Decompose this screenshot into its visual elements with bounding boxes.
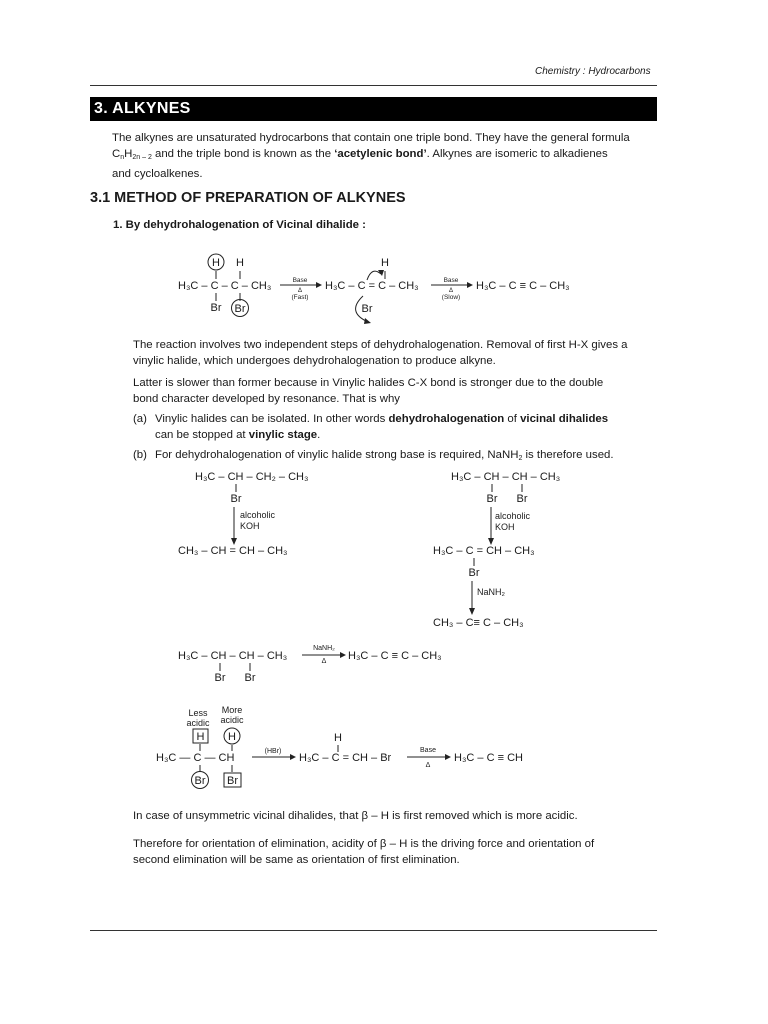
- br-plain: Br: [210, 302, 222, 314]
- reaction-scheme-4: [0, 700, 768, 795]
- more-label-1: More: [221, 705, 243, 715]
- closing-paragraph-1: In case of unsymmetric vicinal dihalides, that β – H is first removed which is more acidic.: [133, 810, 578, 822]
- p2-line-2: bond character developed by resonance. That is why: [133, 393, 401, 405]
- arrow2-delta: Δ: [425, 762, 431, 769]
- right-product: CH₃ – C≡ C – CH₃: [433, 617, 524, 629]
- intro-line-3: and cycloalkenes.: [112, 168, 203, 180]
- product: H₃C – C ≡ C – CH₃: [348, 650, 442, 662]
- intermediate: H₃C – C = CH – Br: [299, 752, 392, 764]
- arrow1-delta: Δ: [297, 288, 303, 294]
- less-label-1: Less: [188, 708, 208, 718]
- right-reagent-3: NaNH₂: [477, 587, 505, 597]
- right-substrate: H₃C – CH – CH – CH₃: [451, 471, 561, 483]
- left-reagent-1: alcoholic: [240, 510, 276, 520]
- footer-rule: [90, 930, 657, 931]
- left-substrate: H₃C – CH – CH₂ – CH₃: [195, 471, 309, 483]
- h-plain: H: [236, 257, 244, 269]
- reaction-scheme-1: [0, 0, 768, 330]
- item-b-label: (b): [133, 449, 147, 461]
- item-b-text: For dehydrohalogenation of vinylic halide strong base is required, NaNH$_2$ is therefore used.: [155, 449, 614, 462]
- arrow-head: [340, 652, 346, 658]
- br-1: Br: [214, 672, 226, 684]
- p1-line-2: vinylic halide, which undergoes dehydrohalogenation to produce alkyne.: [133, 355, 496, 367]
- h-circled: H: [228, 731, 236, 743]
- curved-arrow: [367, 271, 381, 280]
- reaction-scheme-2: [0, 460, 768, 630]
- arrow1-reagent: Base: [292, 277, 308, 284]
- left-product: CH₃ – CH = CH – CH₃: [178, 545, 288, 557]
- br-middle: Br: [361, 303, 373, 315]
- arrow-head: [231, 538, 237, 545]
- more-label-2: acidic: [220, 715, 244, 725]
- reaction-scheme-3: [0, 640, 768, 690]
- h-middle: H: [334, 732, 342, 744]
- br-boxed: Br: [227, 775, 238, 787]
- right-intermediate-br: Br: [468, 567, 480, 579]
- substrate: H₃C – CH – CH – CH₃: [178, 650, 288, 662]
- arrow2-delta: Δ: [448, 288, 454, 294]
- left-reagent-2: KOH: [240, 521, 260, 531]
- intro-line-2: $C_nH_{2n - 2}$ and the triple bond is known as the ‘acetylenic bond’. Alkynes are isomeric to alkadienes: [112, 148, 608, 161]
- less-label-2: acidic: [186, 718, 210, 728]
- closing-paragraph-2: Therefore for orientation of elimination, acidity of β – H is the driving force and orientation of second elimination will be same as orientation of first elimination.: [133, 838, 595, 866]
- arrow-head: [290, 754, 296, 760]
- right-intermediate: H₃C – C = CH – CH₃: [433, 545, 535, 557]
- br-circled: Br: [194, 775, 206, 787]
- section-banner: 3. ALKYNES: [90, 97, 657, 121]
- h-boxed: H: [196, 731, 205, 743]
- arrow1-reagent: (HBr): [264, 748, 282, 755]
- method-heading: 1. By dehydrohalogenation of Vicinal dihalide :: [113, 219, 366, 231]
- arrow-head: [467, 282, 473, 288]
- p1-line-1: The reaction involves two independent steps of dehydrohalogenation. Removal of first H-X gives a: [133, 339, 628, 351]
- arrow2-condition: (Slow): [441, 294, 461, 301]
- arrow-head: [488, 538, 494, 545]
- item-a-text: Vinylic halides can be isolated. In other words dehydrohalogenation of vicinal dihalides can be stopped at vinylic stage.: [155, 413, 609, 441]
- chain-1: H₃C – C – C – CH₃: [178, 280, 272, 292]
- intro-line-1: The alkynes are unsaturated hydrocarbons that contain one triple bond. They have the general formula: [112, 132, 630, 144]
- right-reagent-1: alcoholic: [495, 511, 531, 521]
- arrow2-reagent: Base: [443, 277, 459, 284]
- h-middle: H: [381, 257, 389, 269]
- right-reagent-2: KOH: [495, 522, 515, 532]
- subsection-heading: 3.1 METHOD OF PREPARATION OF ALKYNES: [90, 190, 406, 206]
- reagent: NaNH₂: [313, 645, 335, 652]
- delta: Δ: [321, 658, 327, 665]
- left-br: Br: [230, 493, 242, 505]
- arrow-head: [364, 318, 371, 324]
- br-circled: Br: [234, 303, 246, 315]
- arrow-head: [469, 608, 475, 615]
- body-paragraphs: [133, 337, 658, 407]
- right-br-2: Br: [516, 493, 528, 505]
- running-header: Chemistry : Hydrocarbons: [535, 66, 651, 77]
- arrow2-reagent: Base: [420, 747, 436, 754]
- arrow-head: [378, 270, 384, 276]
- h-circled: H: [212, 257, 220, 269]
- item-a-label: (a): [133, 413, 147, 425]
- arrow-head: [445, 754, 451, 760]
- p2-line-1: Latter is slower than former because in Vinylic halides C-X bond is stronger due to the double: [133, 377, 604, 389]
- arrow1-condition: (Fast): [291, 294, 309, 301]
- br-2: Br: [244, 672, 256, 684]
- chain-3: H₃C – C ≡ C – CH₃: [476, 280, 570, 292]
- arrow-head: [316, 282, 322, 288]
- right-br-1: Br: [486, 493, 498, 505]
- chain-2: H₃C – C = C – CH₃: [325, 280, 419, 292]
- product: H₃C – C ≡ CH: [454, 752, 523, 764]
- substrate: H₃C — C — CH: [156, 752, 235, 764]
